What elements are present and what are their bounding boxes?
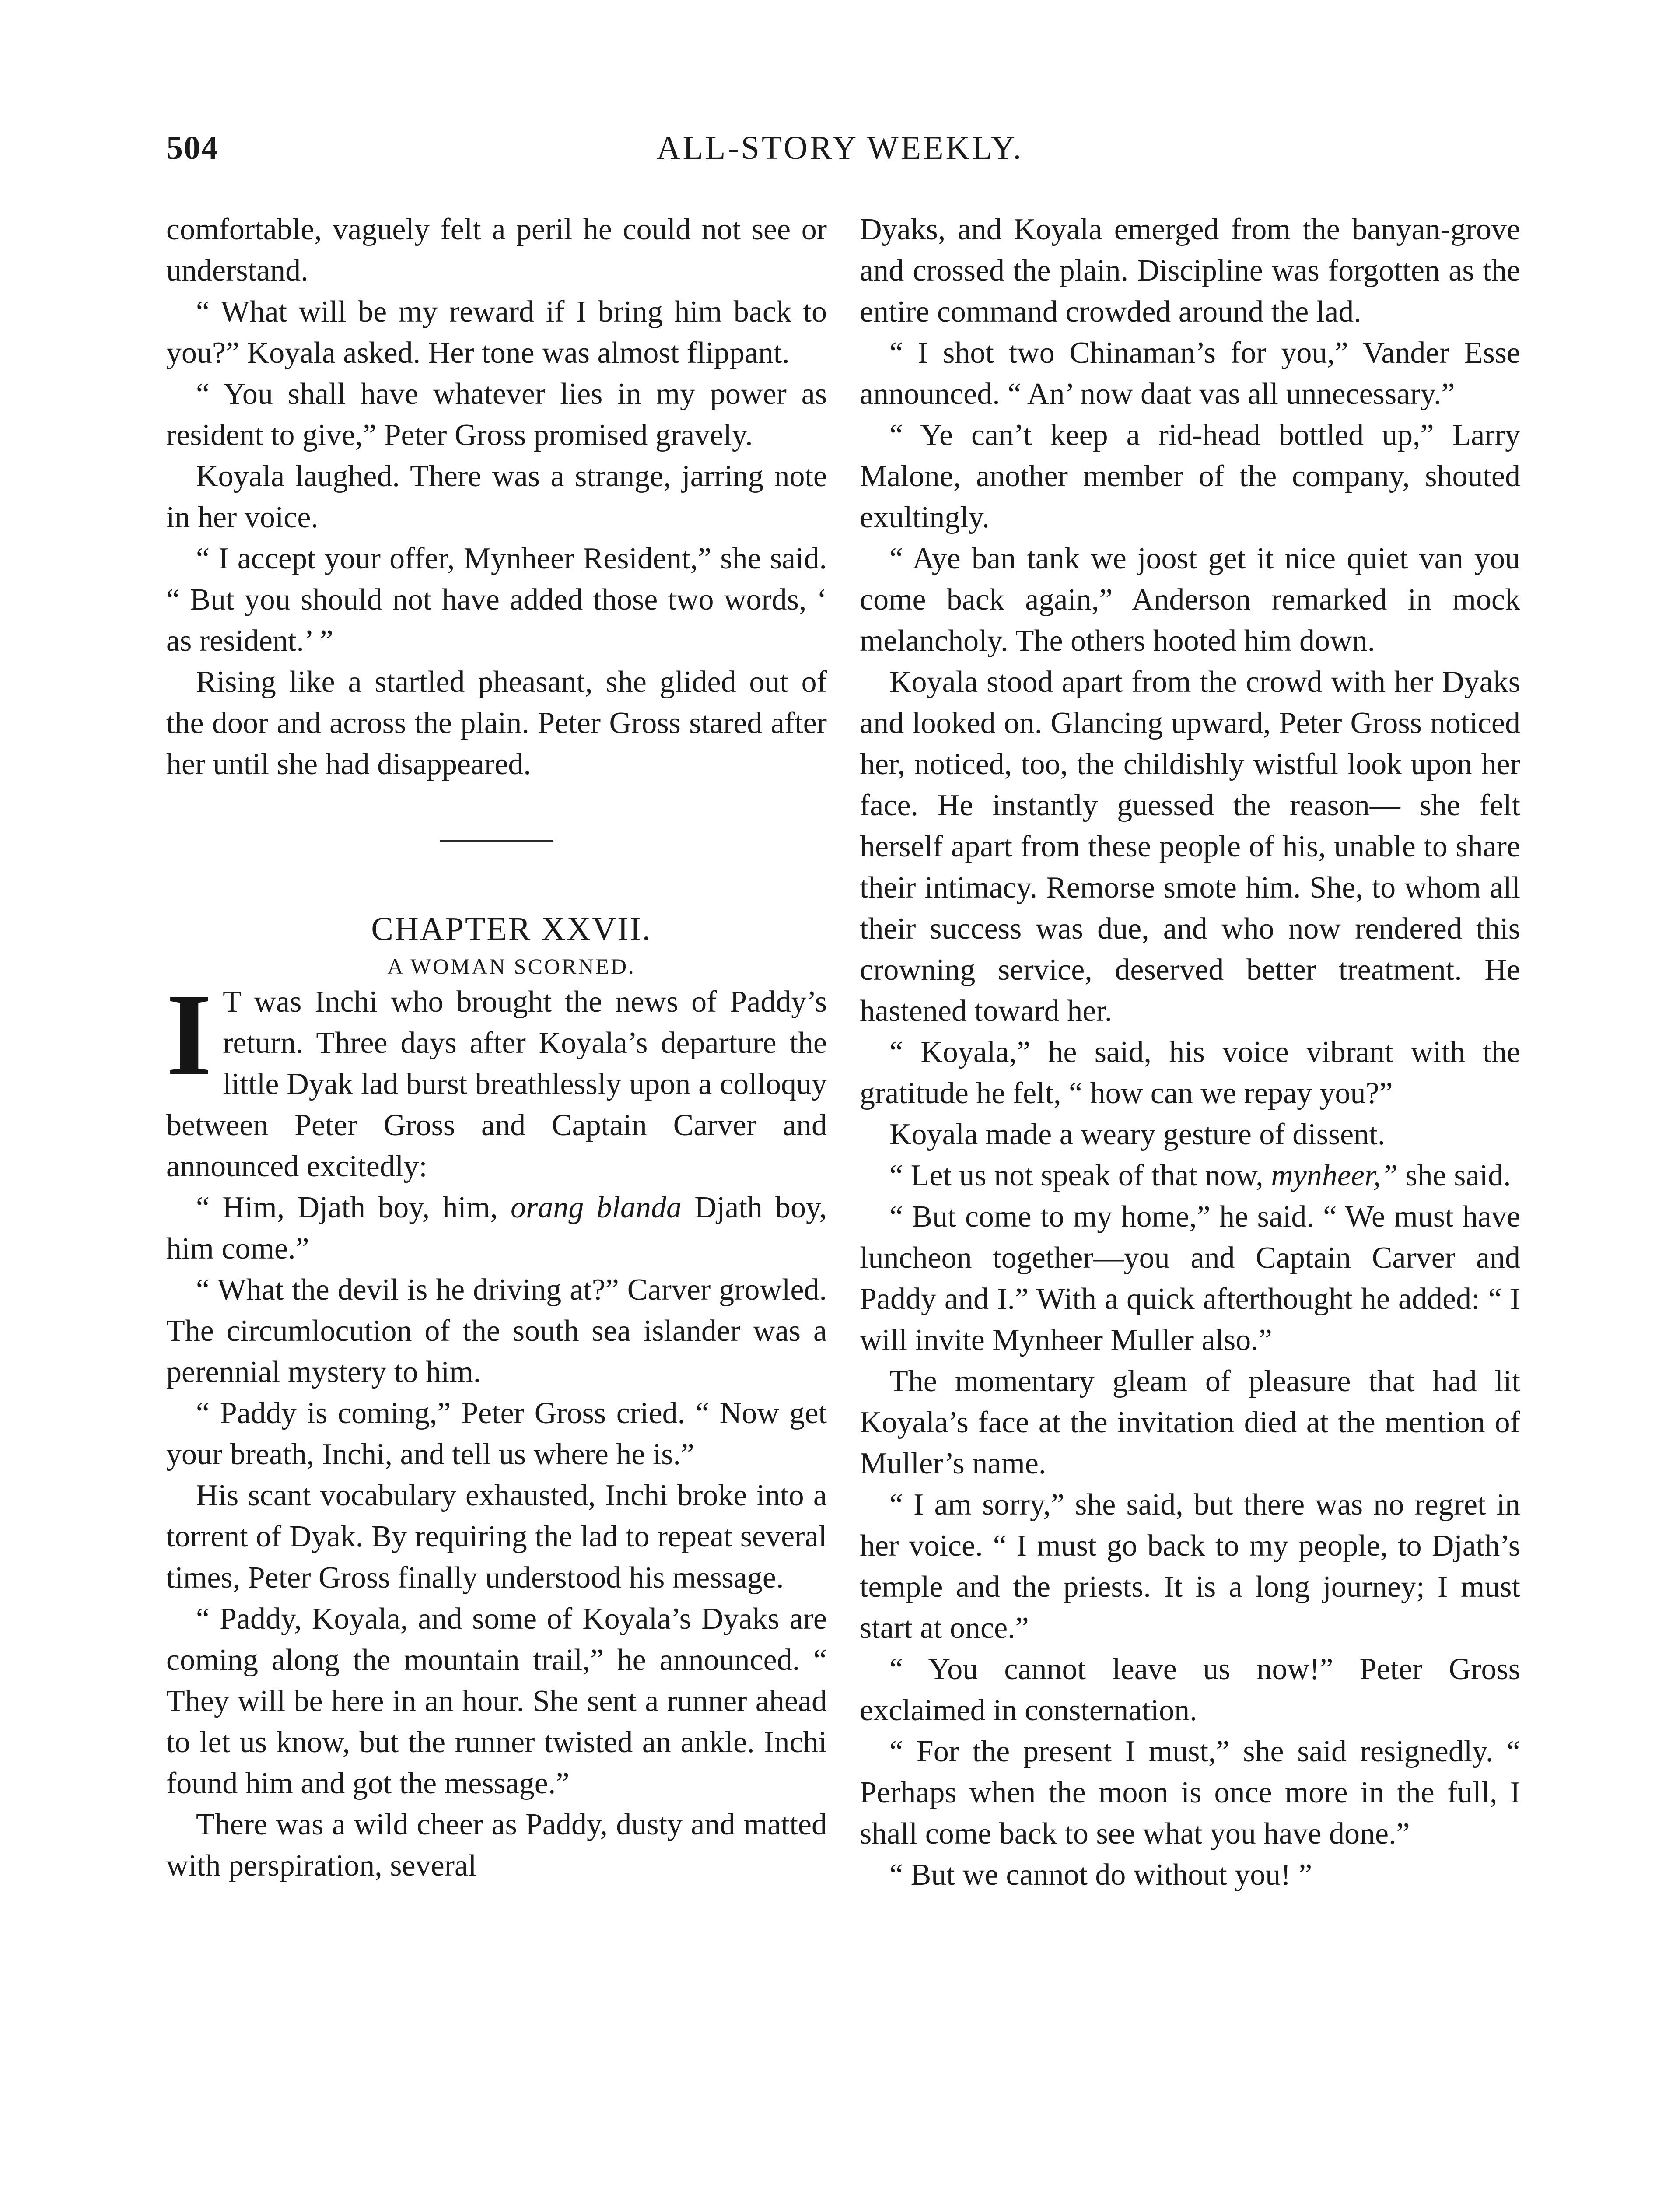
- paragraph: Dyaks, and Koyala emerged from the banyan-grove and crossed the plain. Discipline was forgotten as the entire command crowded around the lad.: [860, 213, 1520, 329]
- dialogue-text: she said.: [1405, 1159, 1511, 1192]
- opening-paragraph: [166, 969, 827, 1187]
- paragraph: comfortable, vaguely felt a peril he could not see or understand.: [166, 213, 827, 288]
- paragraph: [860, 1155, 1520, 1196]
- chapter-subtitle: A WOMAN SCORNED.: [387, 954, 636, 978]
- paragraph: “ Aye ban tank we joost get it nice quiet van you come back again,” Anderson remarked in mock melancholy. The others hooted him down.: [860, 542, 1520, 658]
- paragraph: “ I am sorry,” she said, but there was no regret in her voice. “ I must go back to my people, to Djath’s temple and the priests. It is a long journey; I must start at once.”: [860, 1488, 1520, 1645]
- dialogue-text: “ Him, Djath boy, him,: [196, 1191, 498, 1224]
- opening-text: T was Inchi who brought the news of Paddy’s return. Three days after Koyala’s departure the little Dyak lad burst breathlessly upon a colloquy between Peter Gross and Captain Carver and announced excitedly:: [166, 985, 827, 1183]
- paragraph: His scant vocabulary exhausted, Inchi broke into a torrent of Dyak. By requiring the lad to repeat several times, Peter Gross finally understood his message.: [166, 1479, 827, 1595]
- paragraph: “ But we cannot do without you! ”: [889, 1858, 1312, 1892]
- paragraph: “ What will be my reward if I bring him back to you?” Koyala asked. Her tone was almost flippant.: [166, 295, 827, 370]
- drop-cap: I: [166, 969, 213, 1100]
- paragraph: Rising like a startled pheasant, she glided out of the door and across the plain. Peter Gross stared after her until she had disappeared.: [166, 665, 827, 781]
- paragraph: “ Koyala,” he said, his voice vibrant with the gratitude he felt, “ how can we repay you?”: [860, 1035, 1520, 1110]
- paragraph: “ Paddy, Koyala, and some of Koyala’s Dyaks are coming along the mountain trail,” he announced. “ They will be here in an hour. She sent a runner ahead to let us know, but the runner twisted an ankle. Inchi found him and got the message.”: [166, 1602, 827, 1800]
- paragraph: “ What the devil is he driving at?” Carver growled. The circumlocution of the south sea islander was a perennial mystery to him.: [166, 1273, 827, 1389]
- page-header: [166, 125, 1514, 177]
- chapter-title: CHAPTER XXVII.: [371, 911, 652, 947]
- paragraph: Koyala stood apart from the crowd with her Dyaks and looked on. Glancing upward, Peter Gross noticed her, noticed, too, the childishly wistful look upon her face. He instantly guessed the reason— she felt herself apart from these people of his, unable to share their intimacy. Remorse smote him. She, to whom all their success was due, and who now rendered this crowning service, deserved better treatment. He hastened toward her.: [860, 665, 1520, 1028]
- italic-phrase: orang blanda: [511, 1191, 682, 1224]
- paragraph: “ Paddy is coming,” Peter Gross cried. “ Now get your breath, Inchi, and tell us where he is.”: [166, 1396, 827, 1471]
- page-number: 504: [166, 130, 219, 166]
- paragraph: Koyala made a weary gesture of dissent.: [889, 1118, 1386, 1151]
- dialogue-text: “ Let us not speak of that now,: [889, 1159, 1264, 1192]
- italic-phrase: mynheer,”: [1271, 1159, 1398, 1192]
- dialogue-text: Djath boy, him come.”: [166, 1191, 827, 1266]
- paragraph: There was a wild cheer as Paddy, dusty and matted with perspiration, several: [166, 1808, 827, 1883]
- right-column: [860, 209, 1520, 1896]
- left-column: [166, 209, 827, 1886]
- paragraph: “ You shall have whatever lies in my power as resident to give,” Peter Gross promised gravely.: [166, 377, 827, 452]
- paragraph: “ I shot two Chinaman’s for you,” Vander Esse announced. “ An’ now daat vas all unnecessary.”: [860, 336, 1520, 411]
- paragraph: The momentary gleam of pleasure that had lit Koyala’s face at the invitation died at the mention of Muller’s name.: [860, 1364, 1520, 1480]
- paragraph: “ For the present I must,” she said resignedly. “ Perhaps when the moon is once more in the full, I shall come back to see what you have done.”: [860, 1735, 1520, 1851]
- paragraph: “ But come to my home,” he said. “ We must have luncheon together—you and Captain Carver and Paddy and I.” With a quick afterthought he added: “ I will invite Mynheer Muller also.”: [860, 1200, 1520, 1357]
- paragraph: “ You cannot leave us now!” Peter Gross exclaimed in consternation.: [860, 1652, 1520, 1727]
- paragraph: “ Ye can’t keep a rid-head bottled up,” Larry Malone, another member of the company, shouted exultingly.: [860, 418, 1520, 534]
- paragraph: “ I accept your offer, Mynheer Resident,” she said. “ But you should not have added those two words, ‘ as resident.’ ”: [166, 542, 827, 658]
- running-title: ALL-STORY WEEKLY.: [656, 130, 1024, 166]
- paragraph: Koyala laughed. There was a strange, jarring note in her voice.: [166, 459, 827, 534]
- paragraph: [166, 1187, 827, 1269]
- section-divider: [440, 840, 553, 842]
